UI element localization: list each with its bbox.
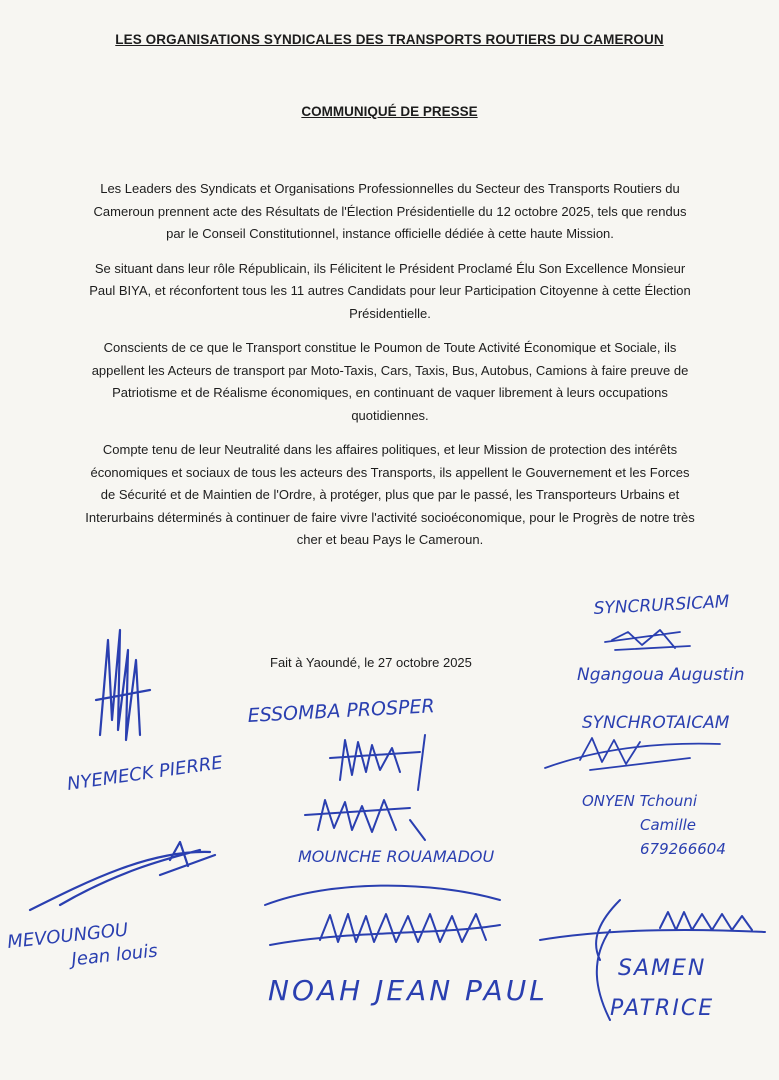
signature-name-synchrotaicam: SYNCHROTAICAM (582, 713, 730, 733)
signature-syncrursicam (545, 592, 744, 858)
signature-name-nyemeck: NYEMECK PIERRE (65, 752, 224, 795)
signature-noah (265, 886, 548, 1007)
signature-essomba (247, 695, 435, 790)
document-type-heading: COMMUNIQUÉ DE PRESSE (301, 104, 478, 119)
signature-name-noah: NOAH JEAN PAUL (268, 974, 548, 1007)
paragraph-neutrality: Compte tenu de leur Neutralité dans les affaires politiques, et leur Mission de protection des intérêts économiques et sociaux de tous les acteurs des Transports, ils appellent le Gouvernement et les Forces de Sécurité et de Maintien de l'Ordre, à protéger, plus que par le passé, les Transporteurs Urbains et Interurbains déterminés à continuer de faire vivre l'activité socioéconomique, pour le Progrès de notre très cher et beau Pays le Cameroun. (85, 442, 695, 547)
signature-name-ngangoua: Ngangoua Augustin (577, 665, 745, 685)
signature-mounche (298, 800, 495, 866)
signature-name-mevoungou: MEVOUNGOUJean louis (6, 919, 159, 971)
signature-name-essomba: ESSOMBA PROSPER (247, 695, 436, 727)
signature-name-onyen: ONYEN Tchouni Camille 679266604 (582, 792, 726, 858)
signature-name-syncrursicam: SYNCRURSICAM (593, 591, 730, 619)
signature-nyemeck (66, 630, 225, 795)
signature-samen (540, 900, 765, 1021)
signature-name-samen: SAMEN PATRICE (610, 956, 715, 1021)
signature-mevoungou (6, 842, 215, 977)
paragraph-transport-call: Conscients de ce que le Transport constitue le Poumon de Toute Activité Économique et Sociale, ils appellent les Acteurs de transport par Moto-Taxis, Cars, Taxis, Bus, Autobus, Camions à faire preuve de Patriotisme et de Réalisme économiques, en continuant de vaquer librement à leurs occupations quotidiennes. (91, 340, 689, 423)
signature-name-mounche: MOUNCHE ROUAMADOU (298, 847, 495, 866)
paragraph-results: Les Leaders des Syndicats et Organisations Professionnelles du Secteur des Transports Routiers du Cameroun prennent acte des Résultats de l'Élection Présidentielle du 12 octobre 2025, tels que rendus par le Conseil Constitutionnel, instance officielle dédiée à cette haute Mission. (93, 181, 687, 241)
place-and-date: Fait à Yaoundé, le 27 octobre 2025 (270, 655, 472, 670)
organization-heading: LES ORGANISATIONS SYNDICALES DES TRANSPORTS ROUTIERS DU CAMEROUN (115, 32, 664, 47)
paragraph-congratulations: Se situant dans leur rôle Républicain, ils Félicitent le Président Proclamé Élu Son Excellence Monsieur Paul BIYA, et réconfortent tous les 11 autres Candidats pour leur Participation Citoyenne à cette Élection Présidentielle. (89, 260, 691, 321)
